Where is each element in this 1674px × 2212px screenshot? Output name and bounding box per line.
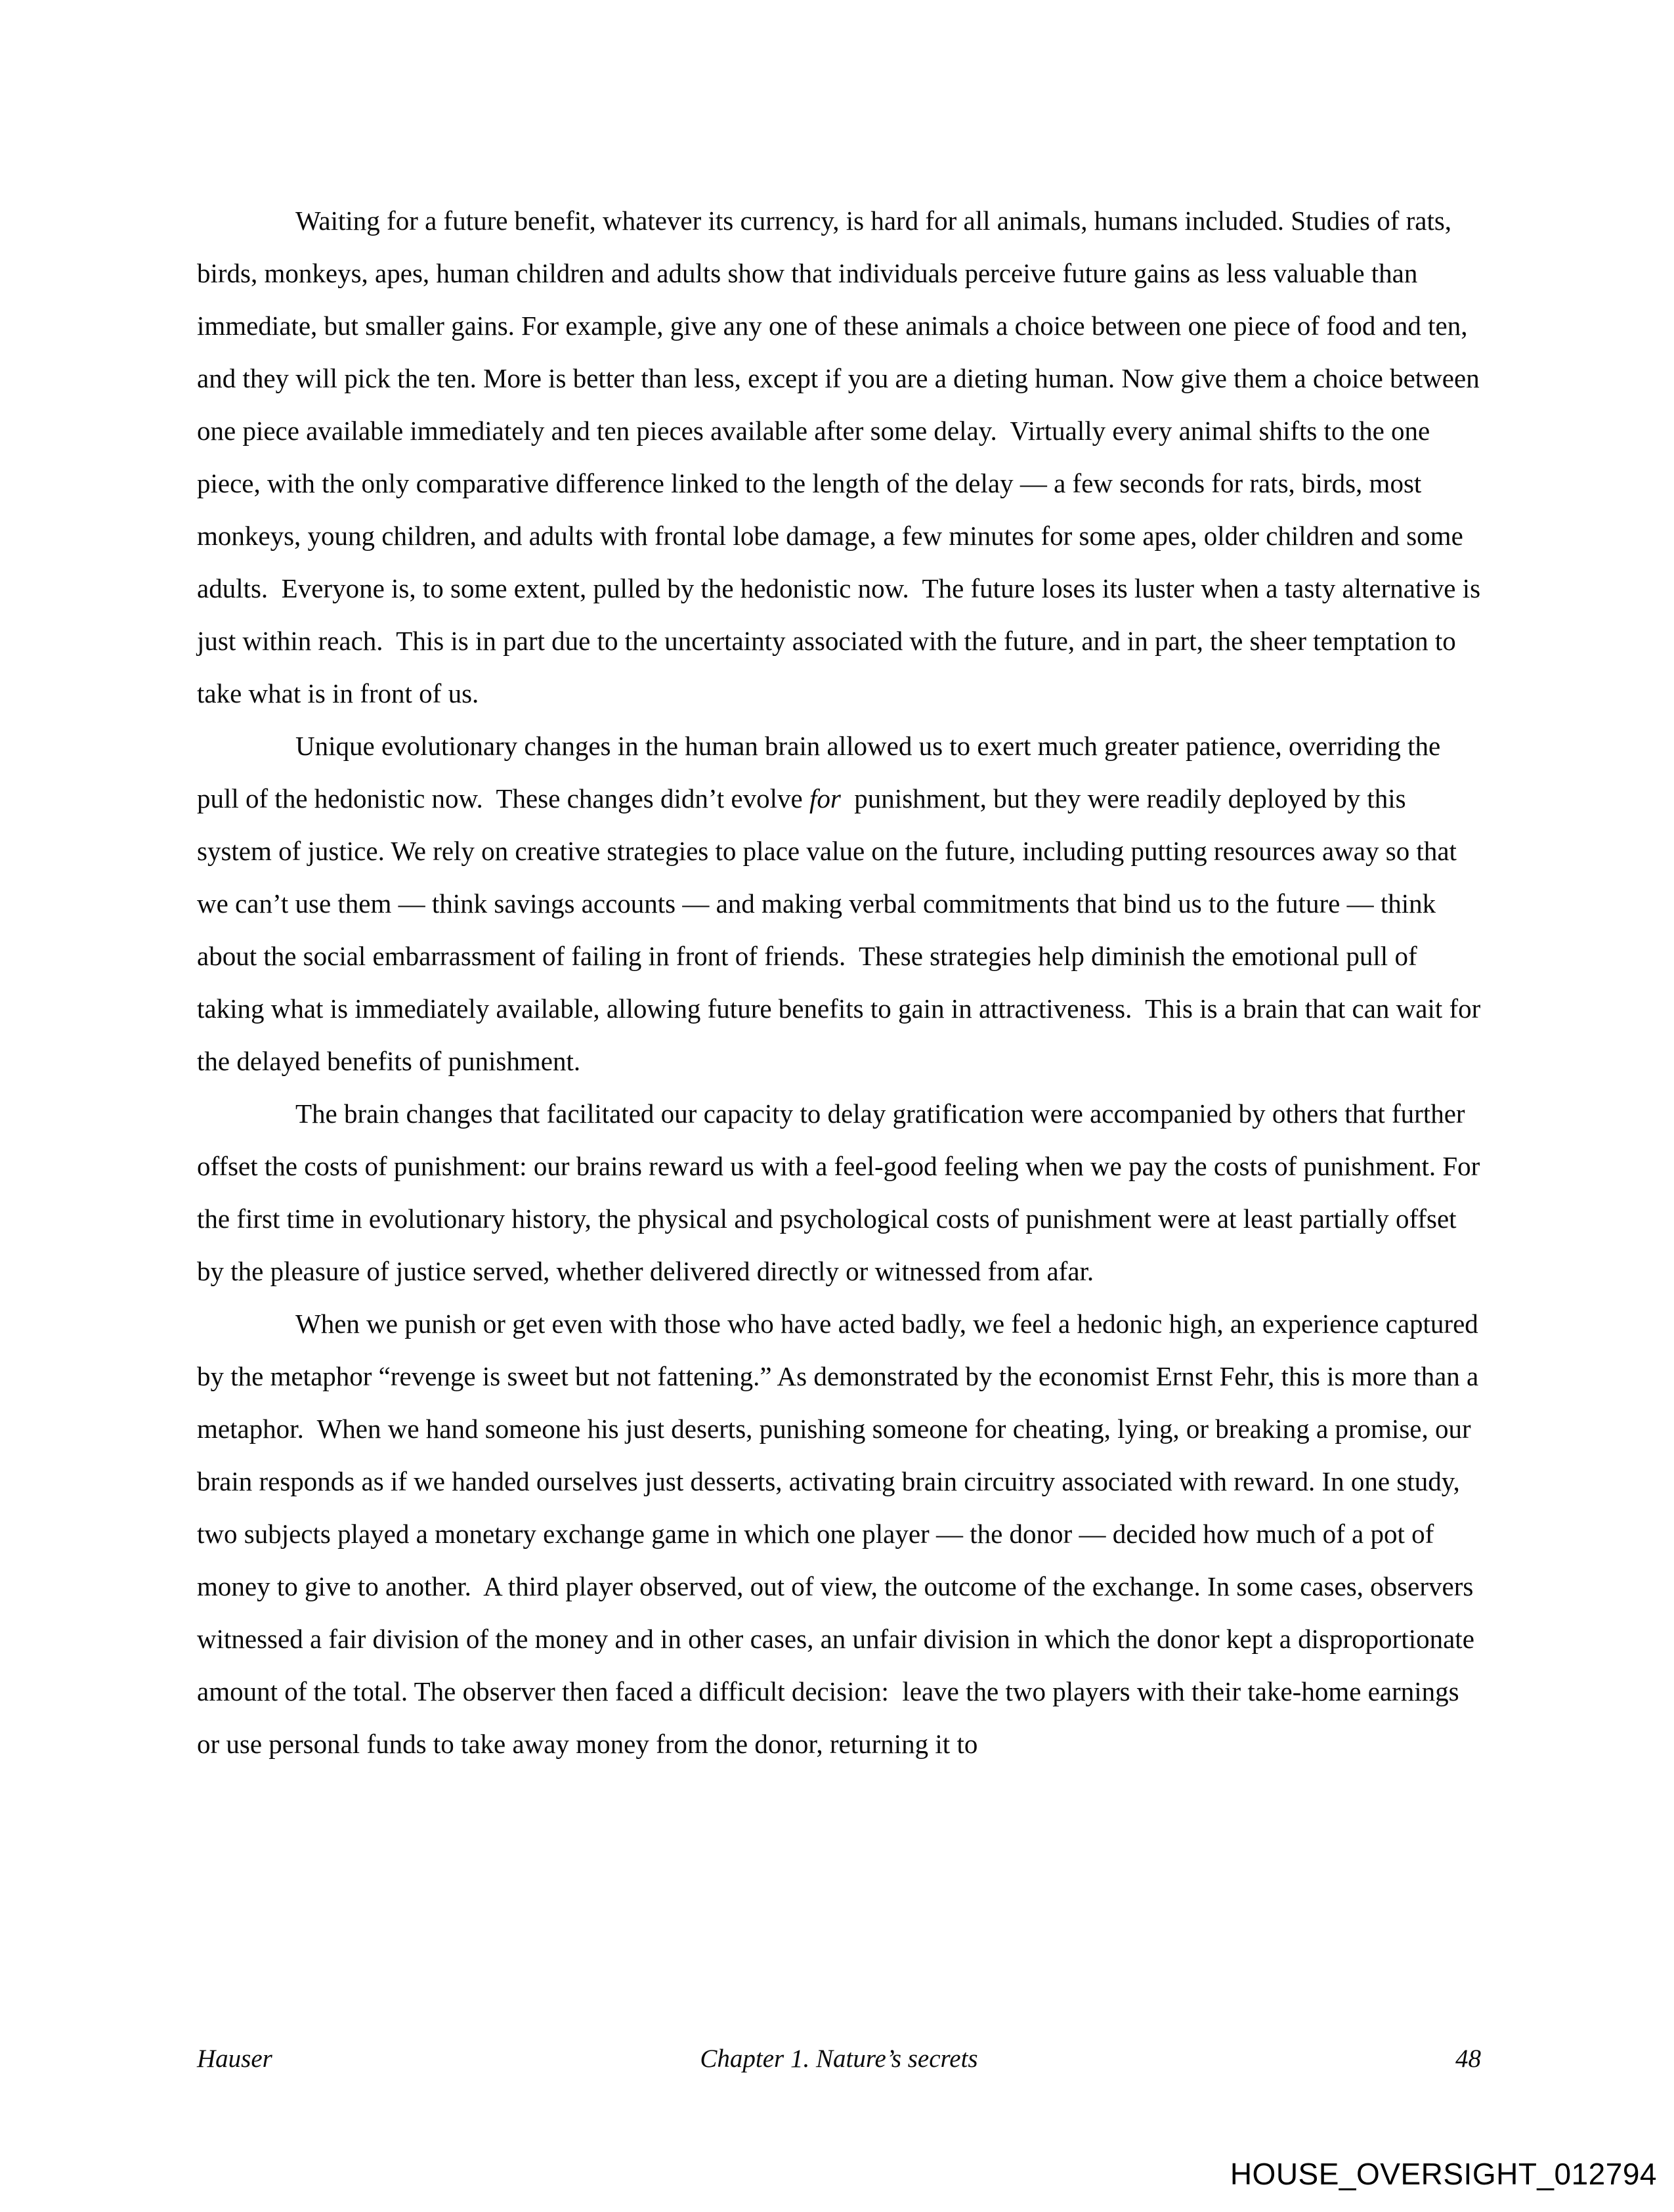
footer-chapter-title: Chapter 1. Nature’s secrets (700, 2045, 978, 2073)
bates-number: HOUSE_OVERSIGHT_012794 (1230, 2157, 1657, 2191)
text-run: Waiting for a future benefit, whatever its currency, is hard for all animals, humans included. Studies of rats, birds, monkeys, apes, human children and adults show that individuals perceive future gains as less valuable than immediate, but smaller gains. For example, give any one of these animals a choice between one piece of food and ten, and they will pick the ten. More is better than less, except if you are a dieting human. Now give them a choice between one piece available immediately and ten pieces available after some delay. Virtually every animal shifts to the one piece, with the only comparative difference linked to the length of the delay — a few seconds for rats, birds, most monkeys, young children, and adults with frontal lobe damage, a few minutes for some apes, older children and some adults. Everyone is, to some extent, pulled by the hedonistic now. The future loses its luster when a tasty alternative is just within reach. This is in part due to the uncertainty associated with the future, and in part, the sheer temptation to take what is in front of us. (197, 206, 1488, 708)
italic-text-run: for (809, 783, 841, 813)
document-text (197, 194, 1488, 1770)
footer-author: Hauser (197, 2045, 272, 2073)
text-run: The brain changes that facilitated our capacity to delay gratification were accompanied by others that further offset the costs of punishment: our brains reward us with a feel-good feeling when we pay the costs of punishment. For the first time in evolutionary history, the physical and psychological costs of punishment were at least partially offset by the pleasure of justice served, whether delivered directly or witnessed from afar. (197, 1098, 1487, 1286)
page-footer (197, 2043, 1481, 2075)
text-run: punishment, but they were readily deployed by this system of justice. We rely on creative strategies to place value on the future, including putting resources away so that we can’t use them — think savings accounts — and making verbal commitments that bind us to the future — think about the social embarrassment of failing in front of friends. These strategies help diminish the emotional pull of taking what is immediately available, allowing future benefits to gain in attractiveness. This is a brain that can wait for the delayed benefits of punishment. (197, 783, 1488, 1076)
text-run: When we punish or get even with those who have acted badly, we feel a hedonic high, an experience captured by the metaphor “revenge is sweet but not fattening.” As demonstrated by the economist Ernst Fehr, this is more than a metaphor. When we hand someone his just deserts, punishing someone for cheating, lying, or breaking a promise, our brain responds as if we handed ourselves just desserts, activating brain circuitry associated with reward. In one study, two subjects played a monetary exchange game in which one player — the donor — decided how much of a pot of money to give to another. A third player observed, out of view, the outcome of the exchange. In some cases, observers witnessed a fair division of the money and in other cases, an unfair division in which the donor kept a disproportionate amount of the total. The observer then faced a difficult decision: leave the two players with their take-home earnings or use personal funds to take away money from the donor, returning it to (197, 1309, 1486, 1759)
text-run: Unique evolutionary changes in the human brain allowed us to exert much greater patience, overriding the pull of the hedonistic now. These changes didn’t evolve (197, 731, 1448, 813)
footer-page-number: 48 (1455, 2045, 1481, 2073)
paragraph (197, 194, 1488, 720)
paragraph (197, 1087, 1487, 1297)
paragraph (197, 1297, 1486, 1770)
paragraph (197, 720, 1488, 1087)
